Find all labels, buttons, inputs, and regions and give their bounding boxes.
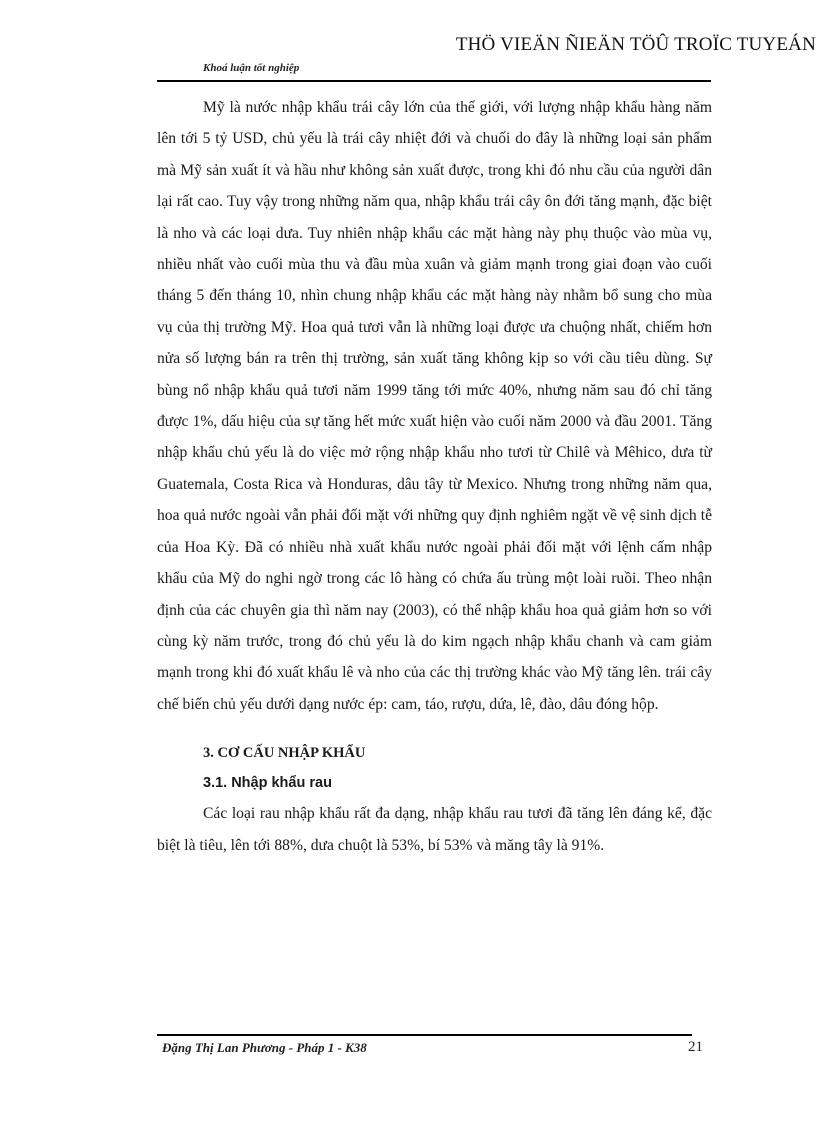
subsection-heading: 3.1. Nhập khẩu rau [203,775,332,792]
page-number: 21 [688,1039,703,1055]
header-label: Khoá luận tốt nghiệp [203,62,300,74]
watermark-text: THÖ VIEÄN ÑIEÄN TÖÛ TROÏC TUYEÁN [455,34,816,55]
section-paragraph: Các loại rau nhập khẩu rất đa dạng, nhập khẩu rau tươi đã tăng lên đáng kể, đặc biệt là tiêu, lên tới 88%, dưa chuột là 53%, bí 53% và măng tây là 91%. [157,805,712,854]
section-heading: 3. CƠ CẤU NHẬP KHẨU [203,745,366,762]
footer-divider [157,1034,692,1036]
body-paragraph: Mỹ là nước nhập khẩu trái cây lớn của thế giới, với lượng nhập khẩu hàng năm lên tới 5 tỷ USD, chủ yếu là trái cây nhiệt đới và chuối do đây là những loại sản phẩm mà Mỹ sản xuất ít và hầu như không sản xuất được, trong khi đó nhu cầu của người dân lại rất cao. Tuy vậy trong những năm qua, nhập khẩu trái cây ôn đới tăng mạnh, đặc biệt là nho và các loại dưa. Tuy nhiên nhập khẩu các mặt hàng này phụ thuộc vào mùa vụ, nhiều nhất vào cuối mùa thu và đầu mùa xuân và giảm mạnh trong giai đoạn vào cuối tháng 5 đến tháng 10, nhìn chung nhập khẩu các mặt hàng này nhằm bổ sung cho mùa vụ của thị trường Mỹ. Hoa quả tươi vẫn là những loại được ưa chuộng nhất, chiếm hơn nửa số lượng bán ra trên thị trường, sản xuất tăng không kịp so với cầu tiêu dùng. Sự bùng nổ nhập khẩu quả tươi năm 1999 tăng tới mức 40%, nhưng năm sau đó chỉ tăng được 1%, dấu hiệu của sự tăng hết mức xuất hiện vào cuối năm 2000 và đầu 2001. Tăng nhập khẩu chủ yếu là do việc mở rộng nhập khẩu nho tươi từ Chilê và Mêhico, dưa từ Guatemala, Costa Rica và Honduras, dâu tây từ Mexico. Nhưng trong những năm qua, hoa quả nước ngoài vẫn phải đối mặt với những quy định nghiêm ngặt về vệ sinh dịch tễ của Hoa Kỳ. Đã có nhiều nhà xuất khẩu nước ngoài phải đối mặt với lệnh cấm nhập khẩu của Mỹ do nghi ngờ trong các lô hàng có chứa ấu trùng một loài ruồi. Theo nhận định của các chuyên gia thì năm nay (2003), có thể nhập khẩu hoa quả giảm hơn so với cùng kỳ năm trước, trong đó chủ yếu là do kim ngạch nhập khẩu chanh và cam giảm mạnh trong khi đó xuất khẩu lê và nho của các thị trường khác vào Mỹ tăng lên. trái cây chế biến chủ yếu dưới dạng nước ép: cam, táo, rượu, dứa, lê, đào, dâu đóng hộp. [157,99,712,713]
document-body [157,92,712,861]
header-divider [157,80,711,82]
footer-author: Đặng Thị Lan Phương - Pháp 1 - K38 [162,1040,367,1055]
